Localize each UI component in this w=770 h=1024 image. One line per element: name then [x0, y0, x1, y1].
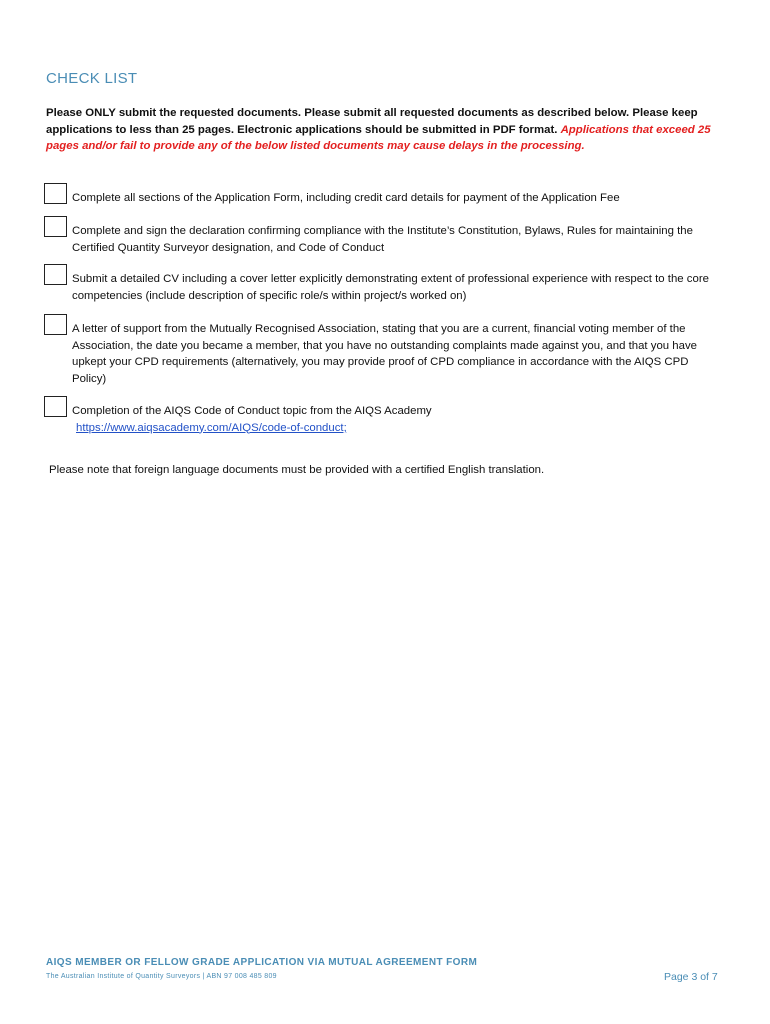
footer-title: AIQS MEMBER OR FELLOW GRADE APPLICATION VIA MUTUAL AGREEMENT FORM: [46, 957, 478, 968]
checkbox[interactable]: [44, 314, 67, 335]
checklist-item: [44, 403, 724, 436]
academy-link[interactable]: https://www.aiqsacademy.com/AIQS/code-of-conduct;: [76, 421, 347, 434]
intro-warning: Applications that exceed 25 pages and/or fail to provide any of the below listed documents may cause delays in the processing.: [46, 123, 711, 152]
translation-note: Please note that foreign language documents must be provided with a certified English translation.: [49, 464, 545, 476]
page-title: CHECK LIST: [46, 70, 138, 87]
checklist-item-text: Complete and sign the declaration confirming compliance with the Institute’s Constitution, Bylaws, Rules for maintaining the Certified Quantity Surveyor designation, and Code of Conduct: [72, 225, 693, 254]
checkbox[interactable]: [44, 264, 67, 285]
intro-text: [46, 105, 726, 155]
checklist-item-content: [72, 403, 722, 436]
checklist-item-text: Submit a detailed CV including a cover letter explicitly demonstrating extent of professional experience with respect to the core competencies (include description of specific role/s within project/s worked on): [72, 273, 709, 302]
checklist-item: [44, 271, 724, 304]
checklist-item-text: Completion of the AIQS Code of Conduct topic from the AIQS Academy: [72, 405, 432, 417]
checkbox[interactable]: [44, 183, 67, 204]
intro-instructions: Please ONLY submit the requested documents. Please submit all requested documents as described below. Please keep applications to less than 25 pages. Electronic applications should be submitted in PDF format.: [46, 107, 698, 136]
checkbox[interactable]: [44, 216, 67, 237]
checklist-item: [44, 321, 724, 387]
checklist-item: [44, 223, 724, 256]
checklist-item: [44, 190, 724, 207]
checkbox[interactable]: [44, 396, 67, 417]
checklist-item-text: Complete all sections of the Application Form, including credit card details for payment of the Application Fee: [72, 192, 620, 204]
footer-subtitle: The Australian Institute of Quantity Surveyors | ABN 97 008 485 809: [46, 973, 277, 980]
checklist-item-text: A letter of support from the Mutually Recognised Association, stating that you are a current, financial voting member of the Association, the date you became a member, that you have no outstanding complaints made against you, and that you have upkept your CPD requirements (alternatively, you may provide proof of CPD compliance in accordance with the AIQS CPD Policy): [72, 323, 697, 385]
page-number: Page 3 of 7: [664, 971, 718, 983]
